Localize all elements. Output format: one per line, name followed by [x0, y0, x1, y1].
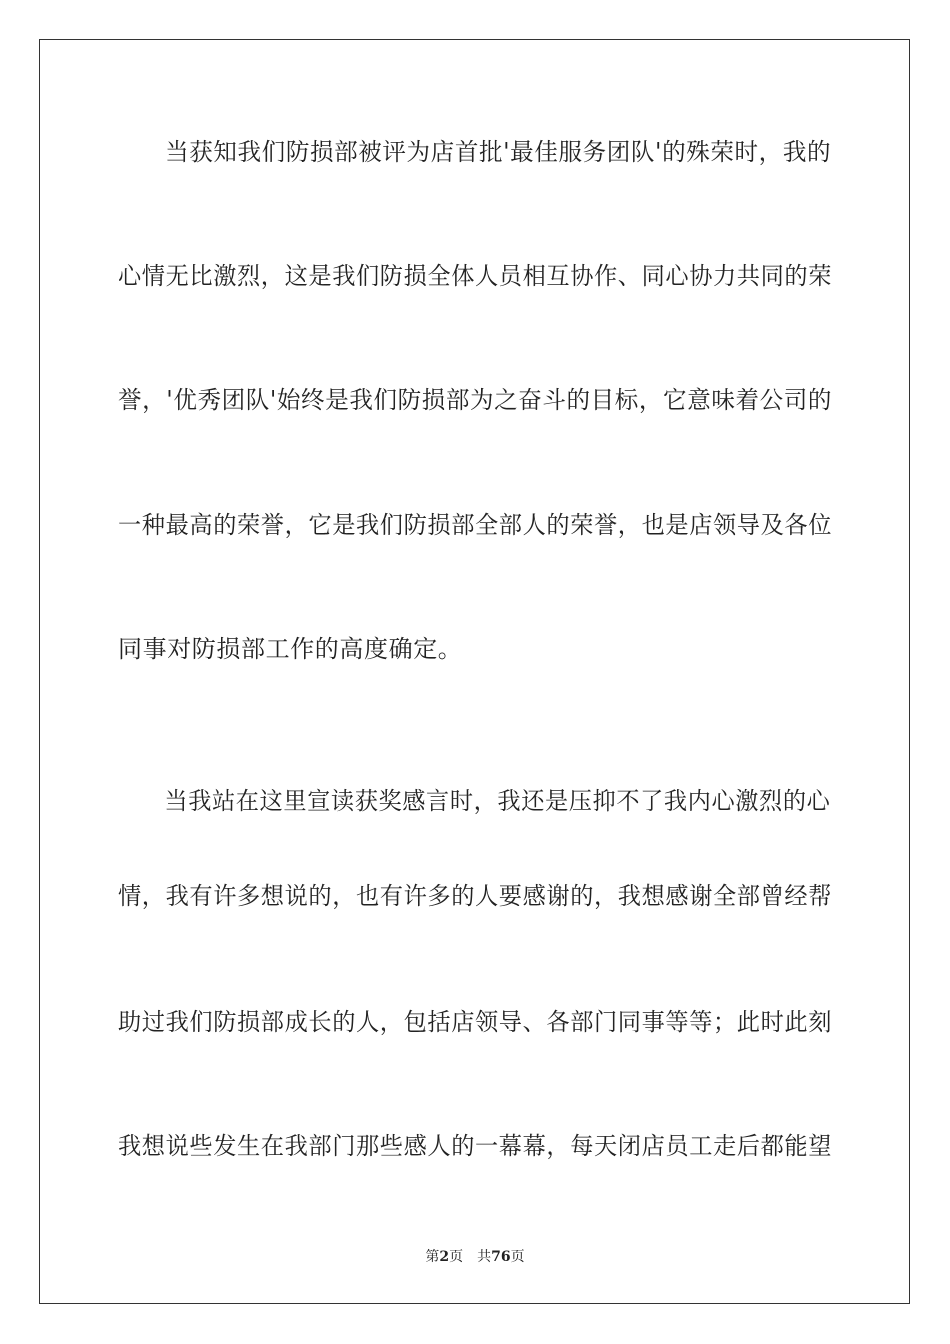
paragraph-2-line-1: 当我站在这里宣读获奖感言时，我还是压抑不了我内心激烈的心	[164, 787, 831, 815]
paragraph-1-line-5: 同事对防损部工作的高度确定。	[118, 635, 463, 663]
paragraph-2-line-2: 情，我有许多想说的，也有许多的人要感谢的，我想感谢全部曾经帮	[118, 882, 832, 910]
total-pages: 76	[491, 1249, 511, 1265]
paragraph-2-line-4: 我想说些发生在我部门那些感人的一幕幕，每天闭店员工走后都能望	[118, 1132, 832, 1160]
total-prefix: 共	[477, 1249, 492, 1265]
paragraph-1-line-1: 当获知我们防损部被评为店首批'最佳服务团队'的殊荣时，我的	[165, 138, 832, 166]
paragraph-2-line-3: 助过我们防损部成长的人，包括店领导、各部门同事等等；此时此刻	[118, 1008, 832, 1036]
paragraph-1-line-4: 一种最高的荣誉，它是我们防损部全部人的荣誉，也是店领导及各位	[118, 511, 832, 539]
page-footer	[0, 1246, 950, 1266]
paragraph-1-line-2: 心情无比激烈，这是我们防损全体人员相互协作、同心协力共同的荣	[118, 262, 832, 290]
page-suffix: 页	[449, 1249, 464, 1265]
total-suffix: 页	[510, 1249, 525, 1265]
paragraph-1-line-3: 誉，'优秀团队'始终是我们防损部为之奋斗的目标，它意味着公司的	[118, 386, 832, 414]
page-number: 2	[439, 1249, 450, 1265]
page-prefix: 第	[425, 1249, 440, 1265]
page-border	[39, 39, 910, 1304]
